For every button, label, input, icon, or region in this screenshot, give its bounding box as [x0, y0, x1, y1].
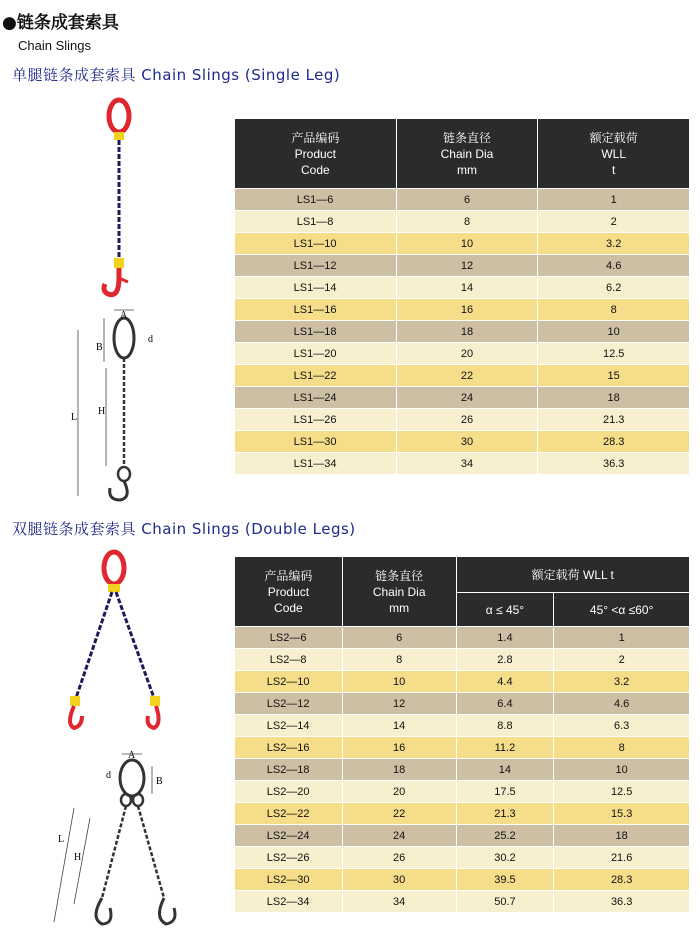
table-row: LS2—20 20 17.5 12.5 [235, 781, 690, 803]
page-subtitle: Chain Slings [18, 38, 91, 53]
table-row: LS1—24 24 18 [235, 387, 690, 409]
double-legs-dimension-diagram [44, 748, 184, 938]
table-row: LS1—10 10 3.2 [235, 233, 690, 255]
header-wll: 额定载荷 WLL t [538, 119, 690, 189]
single-leg-dimension-diagram [70, 308, 170, 508]
single-leg-spec-table [234, 118, 690, 475]
diagram-label-d: d [106, 770, 111, 781]
double-legs-spec-table [234, 556, 690, 913]
double-legs-section-title: 双腿链条成套索具 Chain Slings (Double Legs) [12, 520, 356, 538]
header-chain-dia: 链条直径 Chain Dia mm [342, 557, 456, 627]
diagram-label-a: A [128, 750, 136, 761]
diagram-label-l: L [58, 834, 65, 845]
single-leg-sling-photo [100, 98, 140, 303]
table-row: LS2—10 10 4.4 3.2 [235, 671, 690, 693]
table-row: LS1—26 26 21.3 [235, 409, 690, 431]
diagram-label-h: H [74, 852, 82, 863]
diagram-label-b: B [96, 342, 103, 353]
table-row: LS1—8 8 2 [235, 211, 690, 233]
diagram-label-d: d [148, 334, 153, 345]
table-row: LS2—12 12 6.4 4.6 [235, 693, 690, 715]
table-row: LS1—12 12 4.6 [235, 255, 690, 277]
diagram-label-h: H [98, 406, 106, 417]
single-leg-section-title: 单腿链条成套索具 Chain Slings (Single Leg) [12, 66, 341, 84]
table-row: LS2—8 8 2.8 2 [235, 649, 690, 671]
header-product-code: 产品编码 Product Code [235, 557, 343, 627]
page-title: ●链条成套索具 [2, 13, 119, 33]
table-row: LS2—22 22 21.3 15.3 [235, 803, 690, 825]
table-row: LS1—22 22 15 [235, 365, 690, 387]
table-row: LS1—16 16 8 [235, 299, 690, 321]
diagram-label-a: A [120, 310, 128, 321]
table-row: LS1—34 34 36.3 [235, 453, 690, 475]
header-chain-dia: 链条直径 Chain Dia mm [396, 119, 538, 189]
diagram-label-b: B [156, 776, 163, 787]
double-legs-sling-photo [62, 548, 172, 738]
header-angle-45: α ≤ 45° [456, 593, 554, 627]
table-row: LS1—14 14 6.2 [235, 277, 690, 299]
table-row: LS2—14 14 8.8 6.3 [235, 715, 690, 737]
header-wll: 额定载荷 WLL t [456, 557, 689, 593]
table-row: LS2—16 16 11.2 8 [235, 737, 690, 759]
table-row: LS2—34 34 50.7 36.3 [235, 891, 690, 913]
table-row: LS1—6 6 1 [235, 189, 690, 211]
table-row: LS1—18 18 10 [235, 321, 690, 343]
table-row: LS2—26 26 30.2 21.6 [235, 847, 690, 869]
table-row: LS2—6 6 1.4 1 [235, 627, 690, 649]
diagram-label-l: L [71, 412, 78, 423]
header-angle-60: 45° <α ≤60° [554, 593, 690, 627]
table-row: LS2—18 18 14 10 [235, 759, 690, 781]
table-row: LS2—30 30 39.5 28.3 [235, 869, 690, 891]
header-product-code: 产品编码 Product Code [235, 119, 397, 189]
table-row: LS1—20 20 12.5 [235, 343, 690, 365]
table-row: LS1—30 30 28.3 [235, 431, 690, 453]
table-row: LS2—24 24 25.2 18 [235, 825, 690, 847]
